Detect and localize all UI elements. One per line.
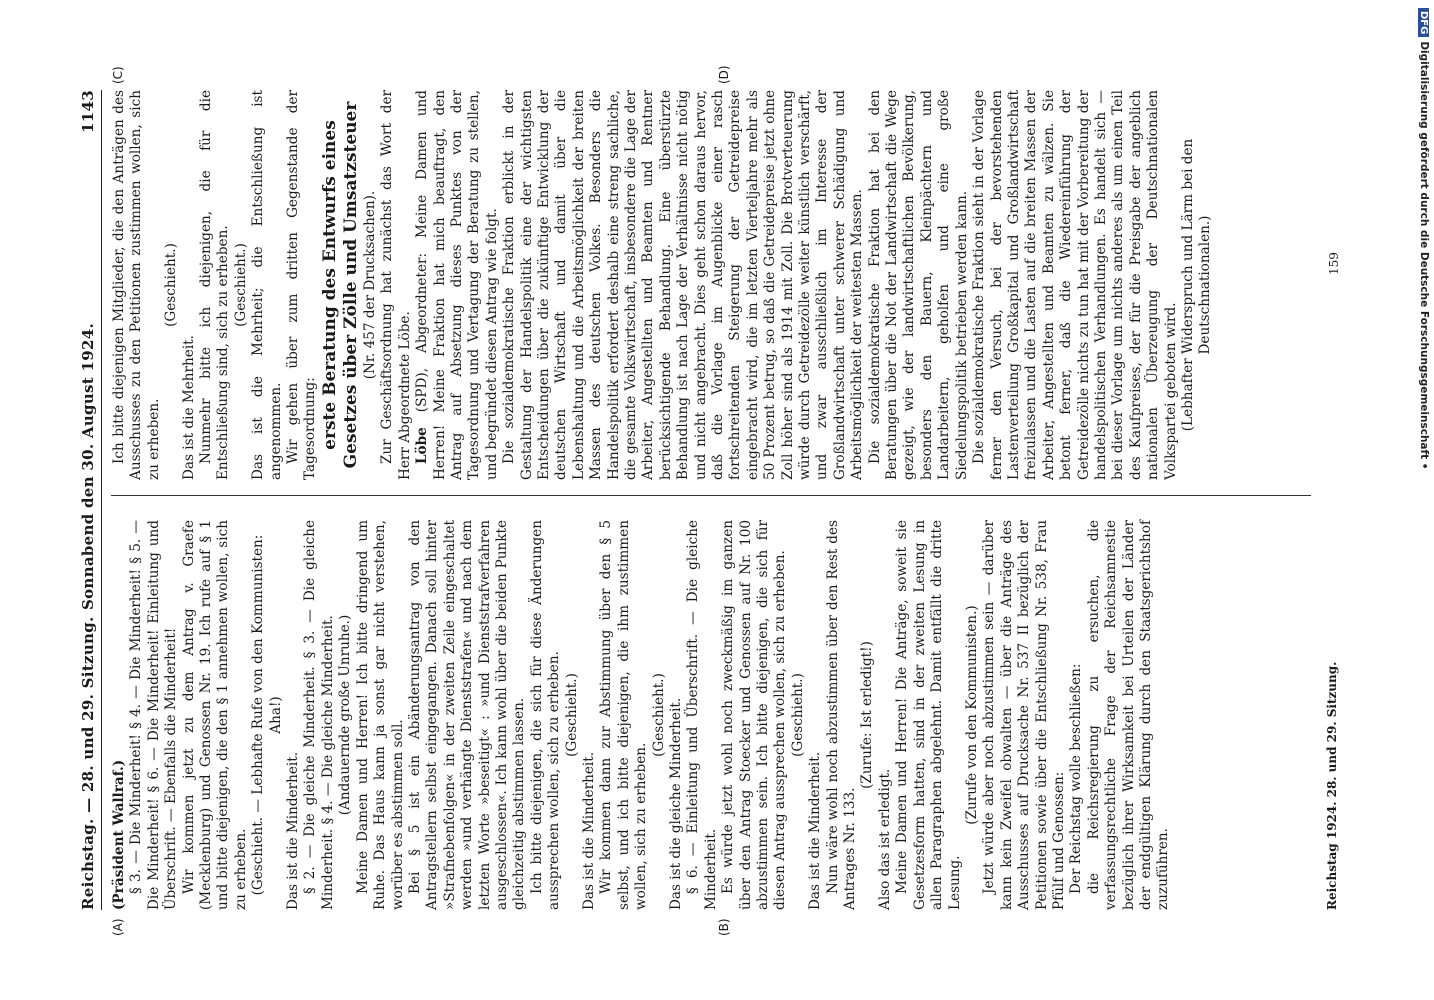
paragraph: Meine Damen und Herren! Die Anträge, soweit sie Gesetzesform hatten, sind in der zweiten Lesung in allen Paragraphen abgelehnt. Damit entfällt die dritte Lesung.	[894, 520, 963, 910]
interjection: (Geschieht.)	[789, 673, 806, 757]
interjection: (Zurufe von den Kommunisten.)	[963, 605, 980, 825]
running-head	[77, 90, 101, 910]
column-divider	[111, 495, 1311, 496]
speaker-label: (Präsident Wallraf.)	[111, 759, 127, 910]
paragraph: Zur Geschäftsordnung hat zunächst das Wort der Herr Abgeordnete Löbe.	[379, 90, 413, 480]
paragraph: Ich bitte diejenigen Mitglieder, die den Anträgen des Ausschusses zu den Petitionen zustimmen wollen, sich zu erheben.	[111, 90, 162, 480]
paragraph: Jetzt würde aber noch abzustimmen sein — darüber kann kein Zweifel obwalten — über die Anträge des Ausschusses auf Drucksache Nr. 537 II bezüglich der Petitionen sowie über die Entschließung Nr. 538, Frau Pfülf und Genossen:	[981, 520, 1067, 910]
paragraph: Wir gehen über zum dritten Gegenstande der Tagesordnung:	[285, 90, 319, 480]
paragraph: Der Reichstag wolle beschließen:	[1068, 663, 1085, 894]
page-number: 1143	[79, 90, 97, 133]
paragraph: Meine Damen und Herren! Ich bitte dringend um Ruhe. Das Haus kann ja sonst gar nicht verstehen, worüber es abstimmen soll.	[354, 520, 406, 910]
paragraph: § 3. — Die Minderheit! § 4. — Die Minderheit! § 5. — Die Minderheit! § 6. — Die Minderheit! Einleitung und Überschrift. — Ebenfalls die Minderheit!	[128, 520, 180, 910]
right-column	[111, 90, 1215, 480]
interjection: (Zurufe: Ist erledigt!)	[859, 641, 876, 789]
rotated-page-content	[77, 65, 1357, 936]
paragraph: § 6. — Einleitung und Überschrift. — Die gleiche Minderheit.	[685, 520, 719, 910]
paragraph: Wir kommen jetzt zu dem Antrag v. Graefe (Mecklenburg) und Genossen Nr. 19. Ich rufe auf § 1 und bitte diejenigen, die den § 1 annehmen wollen, sich zu erheben.	[180, 520, 249, 910]
paragraph: Das ist die Minderheit.	[580, 751, 597, 910]
signature-number: 159	[1327, 252, 1341, 275]
speaker-name: Löbe	[414, 427, 431, 464]
stamp-caption: Digitalisierung gefördert durch die Deutsche Forschungsgemeinschaft •	[1418, 41, 1430, 470]
footer-left: Reichstag 1924. 28. und 29. Sitzung.	[1325, 661, 1339, 910]
paragraph: Nunmehr bitte ich diejenigen, die für die Entschließung sind, sich zu erheben.	[198, 90, 232, 480]
digitization-stamp	[1416, 8, 1430, 598]
interjection: (Geschieht.)	[163, 243, 180, 327]
paragraph: Die sozialdemokratische Fraktion erblickt in der Gestaltung der Handelspolitik eine der wichtigsten Entscheidungen über die zukünftige Entwicklung der deutschen Wirtschaft und damit über die Lebenshaltung und die Arbeitsmöglichkeit der breiten Massen des deutschen Volkes. Besonders die Handelspolitik erfordert deshalb eine streng sachliche, die gesamte Volkswirtschaft, insbesondere die Lage der Arbeiter, Angestellten und Beamten und Rentner berücksichtigende Behandlung. Eine überstürzte Behandlung ist nach Lage der Verhältnisse nicht nötig und nicht angebracht. Dies geht schon daraus hervor, daß die Vorlage im Augenblicke einer rasch fortschreitenden Steigerung der Getreidepreise eingebracht wird, die im letzten Vierteljahre mehr als 50 Prozent betrug, so daß die Getreidepreise jetzt ohne Zoll höher sind als 1914 mit Zoll. Die Brotverteuerung würde durch Getreidezölle weiter künstlich verschärft, und zwar ausschließlich im Interesse der Großlandwirtschaft unter schwerer Schädigung und Arbeitsmöglichkeit der weitesten Massen.	[501, 90, 866, 480]
interjection: (Geschieht.)	[232, 243, 249, 327]
paragraph: Das ist die Mehrheit.	[180, 335, 197, 480]
paragraph: Wir kommen dann zur Abstimmung über den § 5 selbst, und ich bitte diejenigen, die ihm zustimmen wollen, sich zu erheben.	[598, 520, 650, 910]
header-rule	[101, 90, 102, 910]
digitization-stamp-text	[1416, 8, 1430, 598]
paragraph: Das ist die Mehrheit; die Entschließung ist angenommen.	[250, 90, 284, 480]
paragraph: Das ist die gleiche Minderheit.	[668, 697, 684, 910]
margin-letter-c: (C)	[111, 66, 125, 84]
agenda-item-reference: (Nr. 457 der Drucksachen).	[361, 190, 378, 380]
interjection: (Geschieht. — Lebhafte Rufe von den Kommunisten: Aha!)	[250, 534, 284, 896]
margin-letter-b: (B)	[717, 918, 731, 936]
paragraph: Nun wäre wohl noch abzustimmen über den Rest des Antrages Nr. 133.	[824, 520, 859, 910]
paragraph: Es würde jetzt wohl noch zweckmäßig im ganzen über den Antrag Stoecker und Genossen auf Nr. 100 abzustimmen sein. Ich bitte diejenigen, die sich für diesen Antrag aussprechen wollen, sich zu erheben.	[720, 520, 789, 910]
agenda-item-title: erste Beratung des Entwurfs eines Gesetzes über Zölle und Umsatzsteuer	[319, 101, 361, 469]
running-head-left: Reichstag. — 28. und 29. Sitzung.	[79, 616, 97, 910]
interjection: (Lebhafter Widerspruch und Lärm bei den Deutschnationalen.)	[1179, 138, 1214, 432]
speech-paragraph	[414, 90, 501, 480]
motion-text: die Reichsregierung zu ersuchen, die verfassungsrechtliche Frage der Reichsamnestie bezüglich ihrer Wirksamkeit bei Urteilen der Länder der endgültigen Klärung durch den Staatsgerichtshof zuzuführen.	[1085, 520, 1172, 910]
dfg-logo: DFG	[1418, 8, 1429, 37]
interjection: (Andauernde große Unruhe.)	[337, 614, 354, 816]
paragraph: Bei § 5 ist ein Abänderungsantrag von den Antragstellern selbst eingegangen. Danach soll hinter »Strafnebenfolgen« in der zweiten Zeile eingeschaltet werden »und verhängte Dienststrafen« und nach dem letzten Worte »beseitigt« : »und Dienststrafverfahren ausgeschlossen«. Ich kann wohl über die beiden Punkte gleichzeitig abstimmen lassen.	[406, 520, 528, 910]
paragraph: Das ist die Minderheit.	[807, 751, 824, 910]
paragraph: Die sozialdemokratische Fraktion hat bei den Beratungen über die Not der Landwirtschaft die Wege gezeigt, wie der landwirtschaftlichen Bevölkerung, besonders den Bauern, Kleinpächtern und Landarbeitern, geholfen und eine große Siedelungspolitik betrieben werden kann.	[866, 90, 970, 480]
paragraph: Ich bitte diejenigen, die sich für diese Änderungen aussprechen wollen, sich zu erheben.	[528, 520, 563, 910]
paragraph: Die sozialdemokratische Fraktion sieht in der Vorlage ferner den Versuch, bei der bevorstehenden Lastenverteilung Großkapital und Großlandwirtschaft freizulassen und die Lasten auf die breiten Massen der Arbeiter, Angestellten und Beamten zu wälzen. Sie betont ferner, daß die Wiedereinführung der Getreidezölle nichts zu tun hat mit der Vorbereitung der handelspolitischen Verhandlungen. Es handelt sich — bei dieser Vorlage um nichts anderes als um einen Teil des Kaufpreises, der für die Preisgabe der angeblich nationalen Überzeugung der Deutschnationalen Volkspartei geboten wird.	[971, 90, 1179, 480]
paragraph: Also das ist erledigt.	[876, 768, 893, 910]
margin-letter-a: (A)	[111, 918, 125, 936]
running-head-date: Sonnabend den 30. August 1924.	[79, 323, 97, 610]
paragraph: Das ist die Minderheit.	[285, 751, 302, 910]
paragraph: § 2. — Die gleiche Minderheit. § 3. — Die gleiche Minderheit. § 4. — Die gleiche Minderheit.	[302, 520, 336, 910]
margin-letter-d: (D)	[717, 65, 731, 84]
left-column	[111, 520, 1173, 910]
interjection: (Geschieht.)	[650, 673, 667, 757]
speech-text: (SPD), Abgeordneter: Meine Damen und Herren! Meine Fraktion hat mich beauftragt, den Antrag auf Absetzung dieses Punktes von der Tagesordnung und Vertagung der Beratung zu stellen, und begründet diesen Antrag wie folgt.	[414, 90, 500, 480]
interjection: (Geschieht.)	[563, 673, 580, 757]
